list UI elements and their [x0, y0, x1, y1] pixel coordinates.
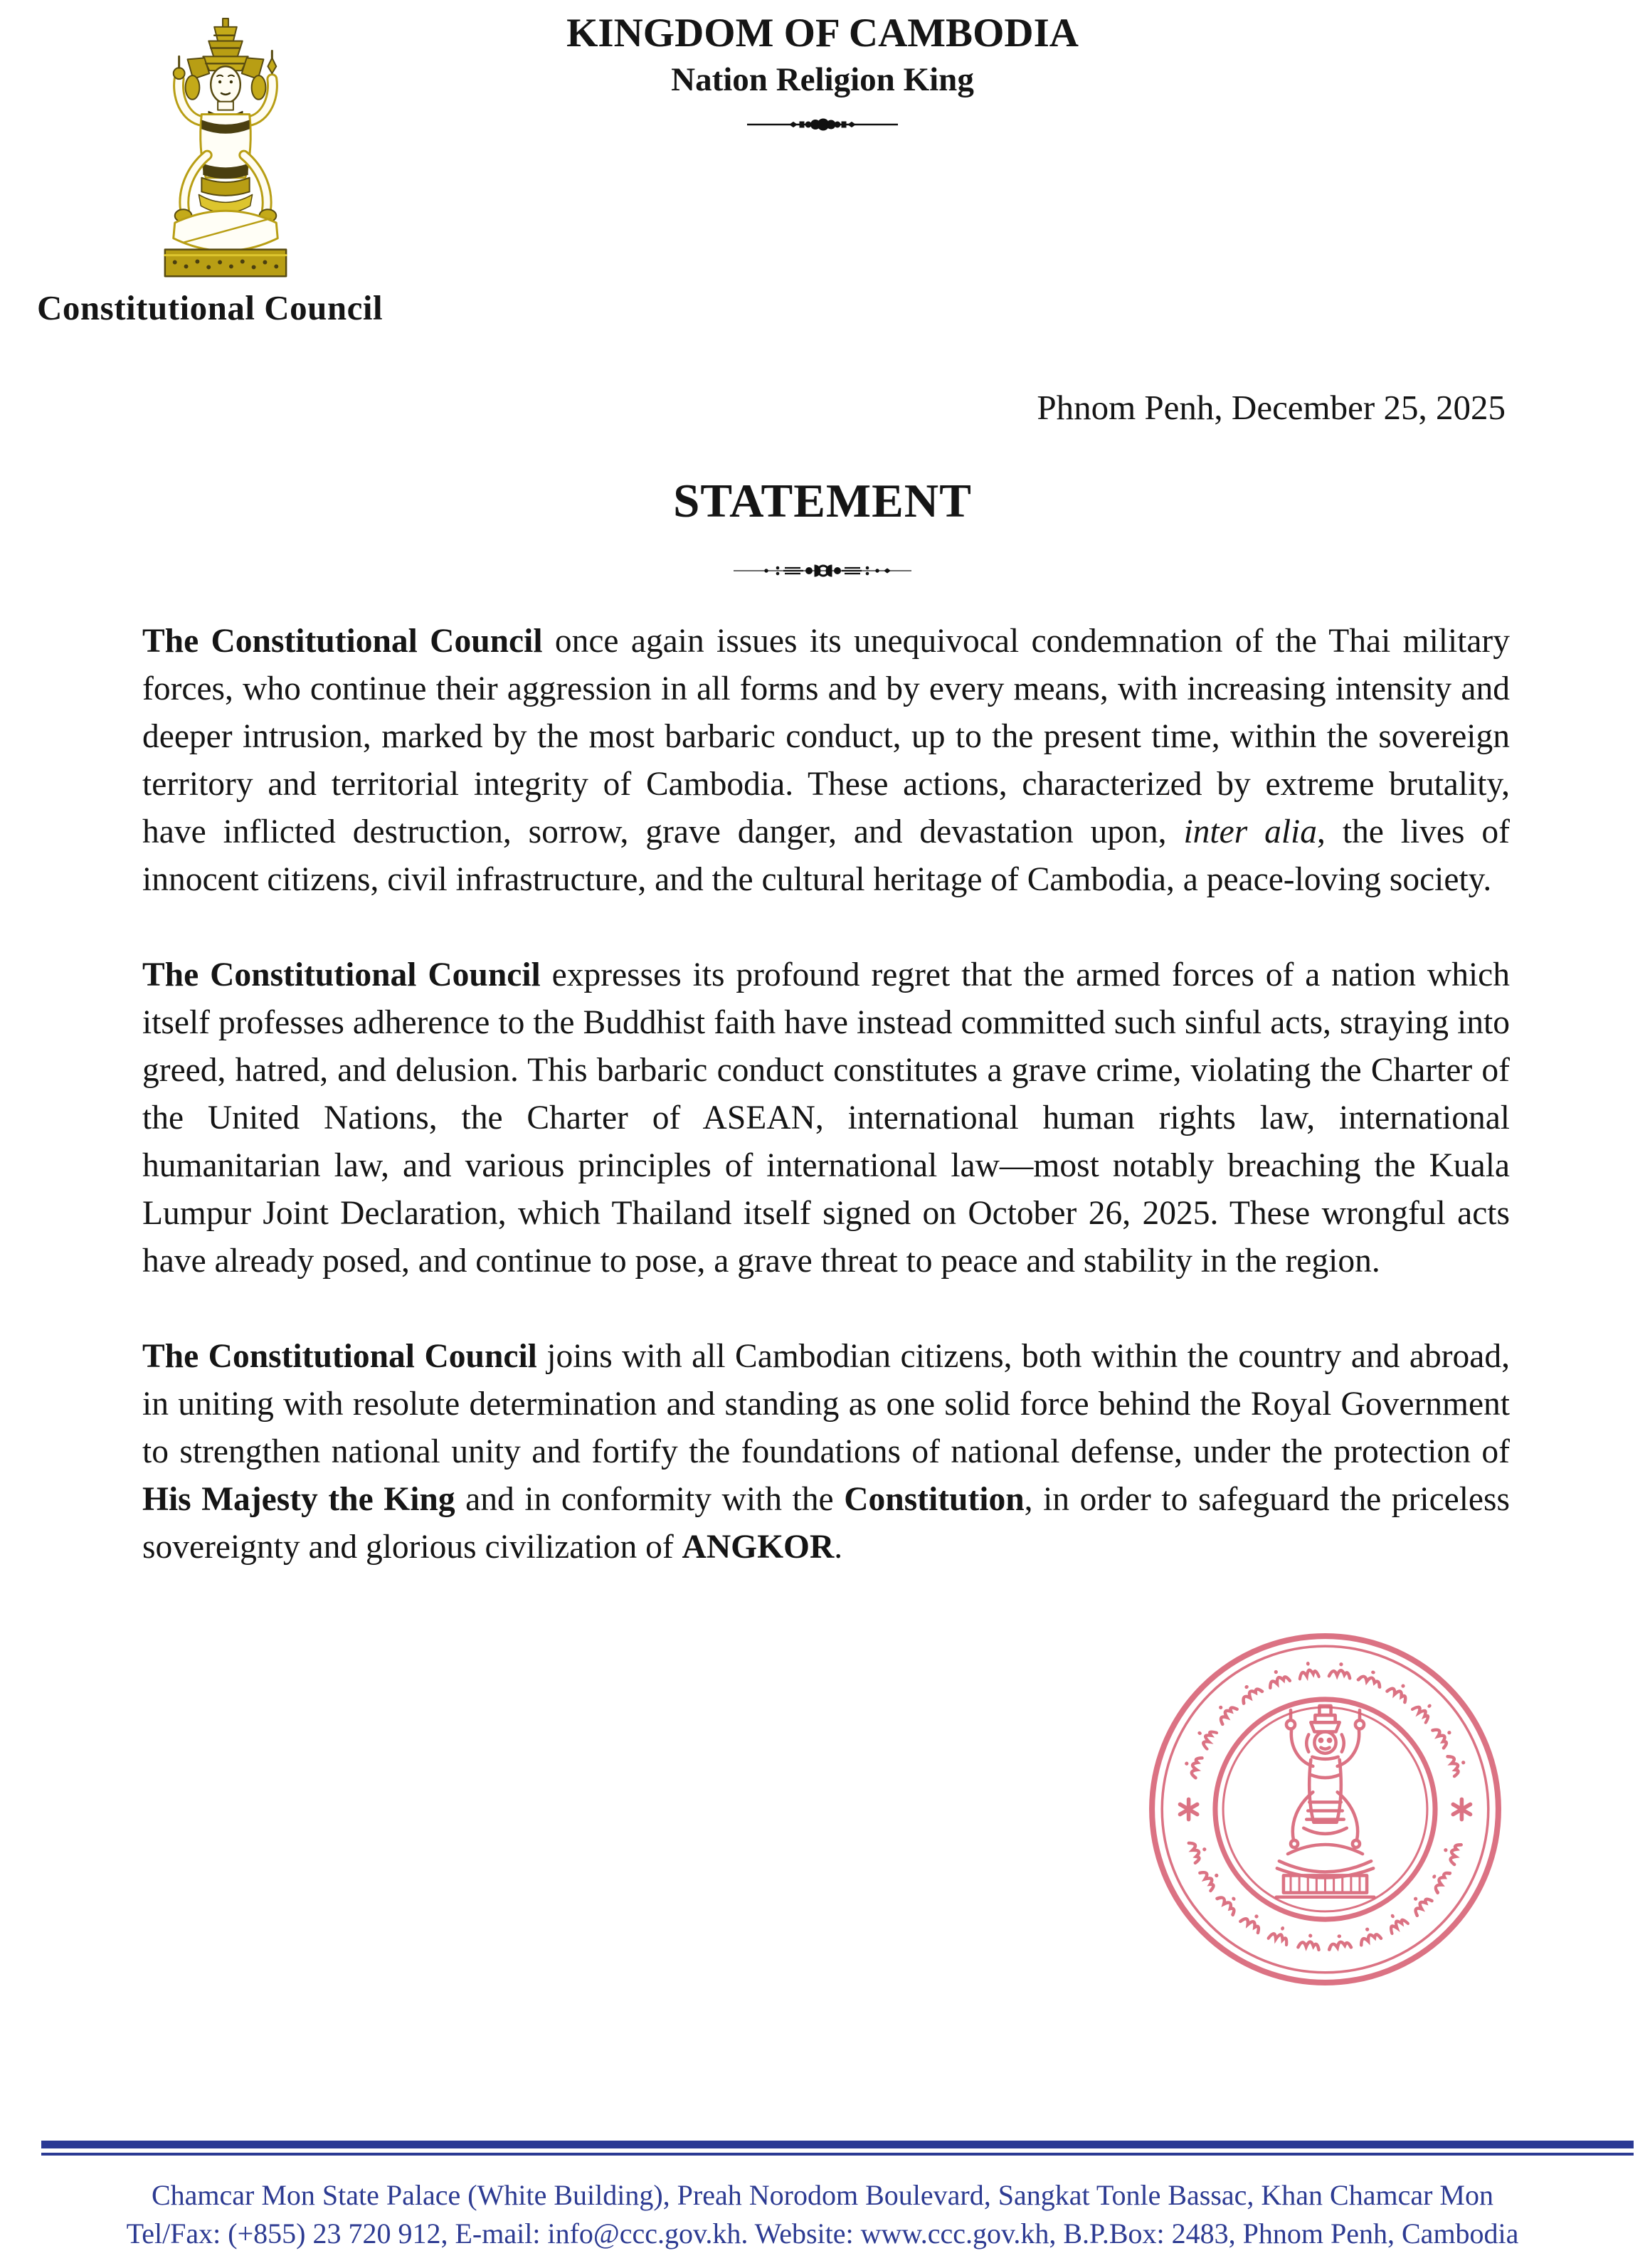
bold-text-segment: His Majesty the King: [142, 1481, 455, 1518]
text-segment: , the lives of innocent citizens, civil infrastructure, and the cultural heritage of Cambodia, a peace-loving society.: [142, 813, 1511, 898]
text-segment: .: [834, 1529, 843, 1566]
national-motto: Nation Religion King: [671, 60, 974, 98]
text-segment: and in conformity with the: [455, 1481, 845, 1518]
title-ornament-divider: [734, 562, 911, 579]
italic-text-segment: inter alia: [1183, 813, 1318, 850]
statement-paragraph: [142, 618, 1510, 904]
org-name: Constitutional Council: [37, 288, 384, 327]
text-segment: expresses its profound regret that the armed forces of a nation which itself professes adherence to the Buddhist faith have instead committed such sinful acts, straying into greed, hatred, and delusion. This barbaric conduct constitutes a grave crime, violating the Charter of the United Nations, the Charter of ASEAN, international human rights law, international humanitarian law, and various principles of international law—most notably breaching the Kuala Lumpur Joint Declaration, which Thailand itself signed on October 26, 2025. These wrongful acts have already posed, and continue to pose, a grave threat to peace and stability in the region.: [142, 956, 1511, 1280]
bold-text-segment: ANGKOR: [682, 1529, 835, 1566]
statement-paragraph: [142, 951, 1510, 1285]
page-footer: [0, 2176, 1645, 2253]
footer-address: Chamcar Mon State Palace (White Building), Preah Norodom Boulevard, Sangkat Tonle Bassac, Khan Chamcar Mon: [151, 2179, 1493, 2211]
footer-divider-line: [41, 2141, 1634, 2156]
kingdom-title: KINGDOM OF CAMBODIA: [566, 11, 1079, 56]
date-line: Phnom Penh, December 25, 2025: [1037, 388, 1506, 427]
header-ornament-divider: [746, 115, 899, 134]
bold-text-segment: Constitution: [844, 1481, 1025, 1518]
statement-paragraph: [142, 1333, 1510, 1571]
constitutional-council-red-seal: [1146, 1630, 1505, 1989]
footer-rule-thin: [41, 2153, 1634, 2156]
text-segment: once again issues its unequivocal condemnation of the Thai military forces, who continue their aggression in all forms and by every means, with increasing intensity and deeper intrusion, marked by the most barbaric conduct, up to the present time, within the sovereign territory and territorial integrity of Cambodia. These actions, characterized by extreme brutality, have inflicted destruction, sorrow, grave danger, and devastation upon,: [142, 623, 1511, 850]
footer-rule-thick: [41, 2141, 1634, 2148]
text-segment: , in order to safeguard the priceless sovereignty and glorious civilization of: [142, 1481, 1510, 1566]
header-center: [0, 11, 1645, 137]
bold-text-segment: The Constitutional Council: [142, 1338, 537, 1375]
text-segment: joins with all Cambodian citizens, both within the country and abroad, in uniting with resolute determination and standing as one solid force behind the Royal Government to strengthen national unity and fortify the foundations of national defense, under the protection of: [142, 1338, 1510, 1470]
document-title: STATEMENT: [673, 475, 972, 527]
bold-text-segment: The Constitutional Council: [142, 956, 541, 993]
document-body: [142, 618, 1510, 1571]
footer-contact: Tel/Fax: (+855) 23 720 912, E-mail: info@ccc.gov.kh. Website: www.ccc.gov.kh, B.P.Box: 2483, Phnom Penh, Cambodia: [126, 2217, 1519, 2249]
bold-text-segment: The Constitutional Council: [142, 623, 543, 660]
